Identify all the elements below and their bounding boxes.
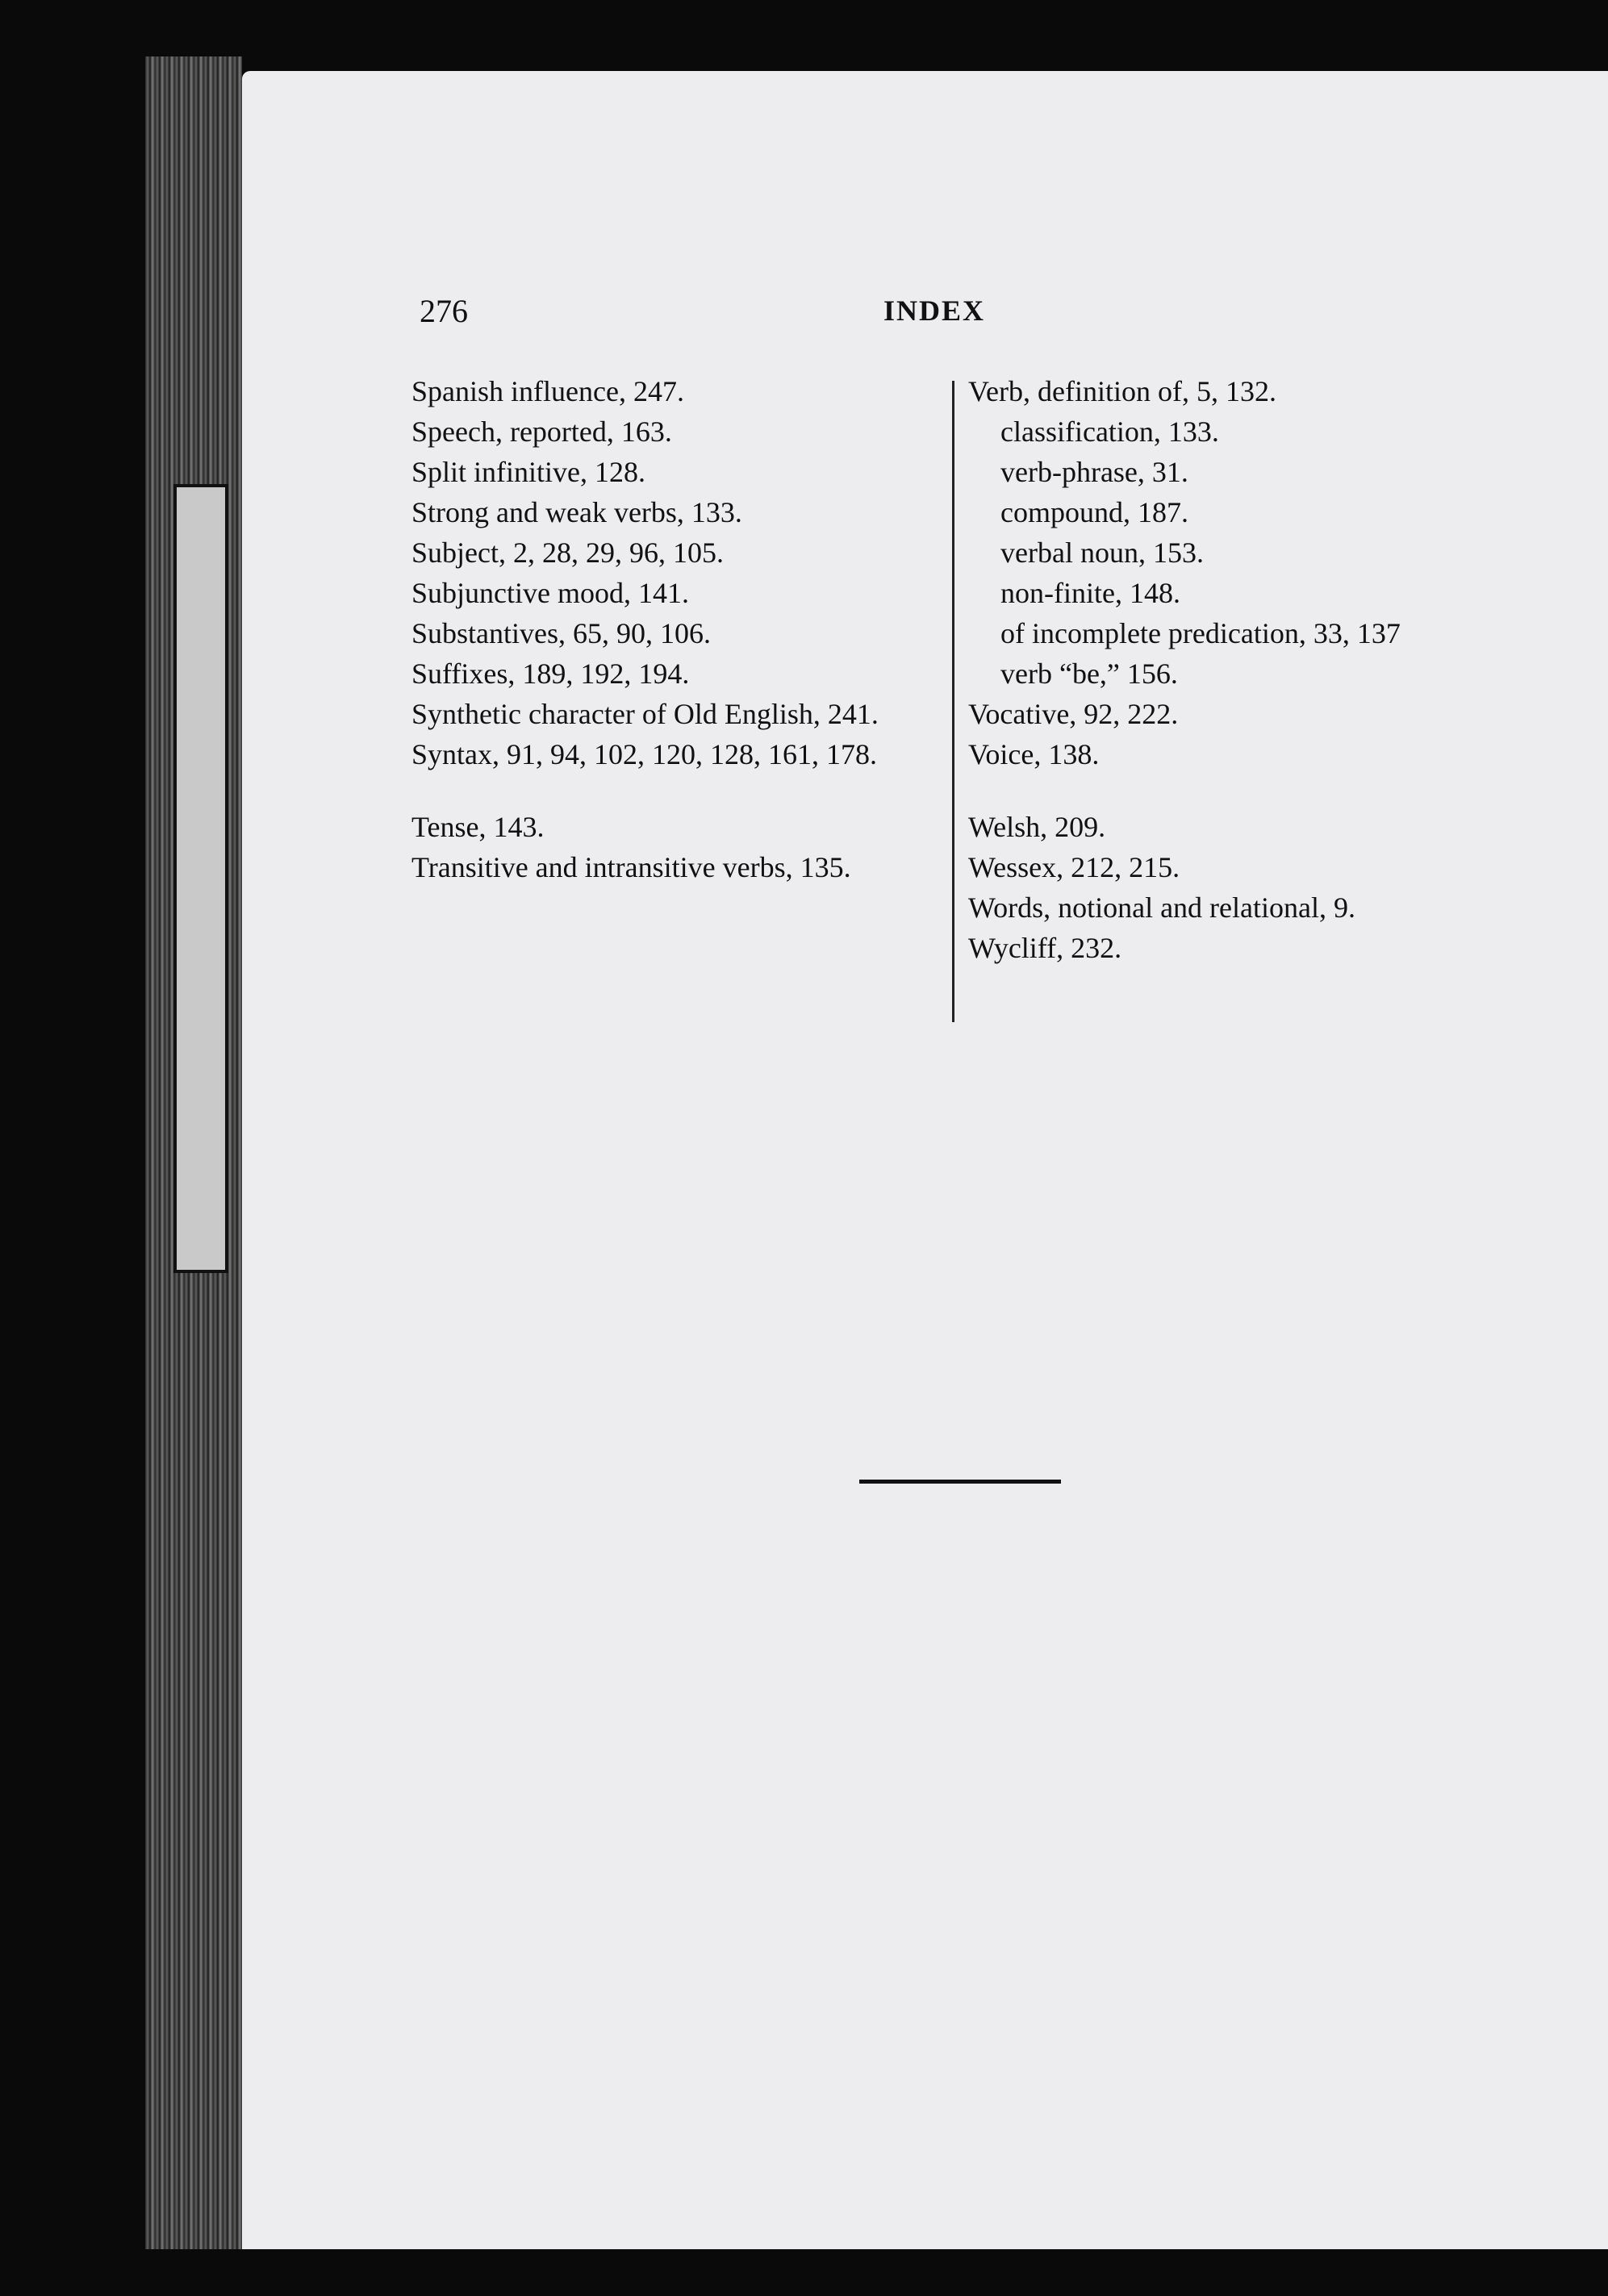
index-entry: Subject, 2, 28, 29, 96, 105. [411,536,724,569]
index-subentry: compound, 187. [1000,496,1188,528]
index-subentry: verbal noun, 153. [1000,536,1204,569]
end-rule [859,1480,1061,1484]
index-entry: Suffixes, 189, 192, 194. [411,657,690,690]
index-entry: Strong and weak verbs, 133. [411,496,742,528]
index-entry: Substantives, 65, 90, 106. [411,617,712,649]
index-subentry: verb-phrase, 31. [1000,456,1188,488]
index-entry: Speech, reported, 163. [411,415,672,448]
index-entry: Welsh, 209. [968,811,1106,843]
library-spine-label [173,484,228,1273]
scan-bottom-edge [0,2249,1608,2296]
index-entry: Verb, definition of, 5, 132. [968,375,1276,407]
index-subentry: of incomplete predication, 33, 137 [1000,617,1401,649]
index-entry: Tense, 143. [411,811,545,843]
index-entry: Split infinitive, 128. [411,456,646,488]
index-column-right [968,371,1493,968]
index-entry: Wessex, 212, 215. [968,851,1180,883]
index-entry: Wycliff, 232. [968,932,1122,964]
index-entry: Synthetic character of Old English, 241. [411,698,879,730]
page-header [0,292,1608,332]
index-subentry: classification, 133. [1000,415,1219,448]
page-number: 276 [420,293,468,329]
index-entry: Spanish influence, 247. [411,375,684,407]
running-head: INDEX [883,294,986,327]
index-entry: Subjunctive mood, 141. [411,577,689,609]
index-entry: Transitive and intransitive verbs, 135. [411,851,851,883]
index-entry: Syntax, 91, 94, 102, 120, 128, 161, 178. [411,738,878,770]
index-subentry: verb “be,” 156. [1000,657,1178,690]
index-entry: Vocative, 92, 222. [968,698,1179,730]
index-entry: Words, notional and relational, 9. [968,891,1355,924]
index-column-left [411,371,928,887]
index-entry: Voice, 138. [968,738,1100,770]
column-divider [952,381,954,1022]
index-subentry: non-finite, 148. [1000,577,1180,609]
